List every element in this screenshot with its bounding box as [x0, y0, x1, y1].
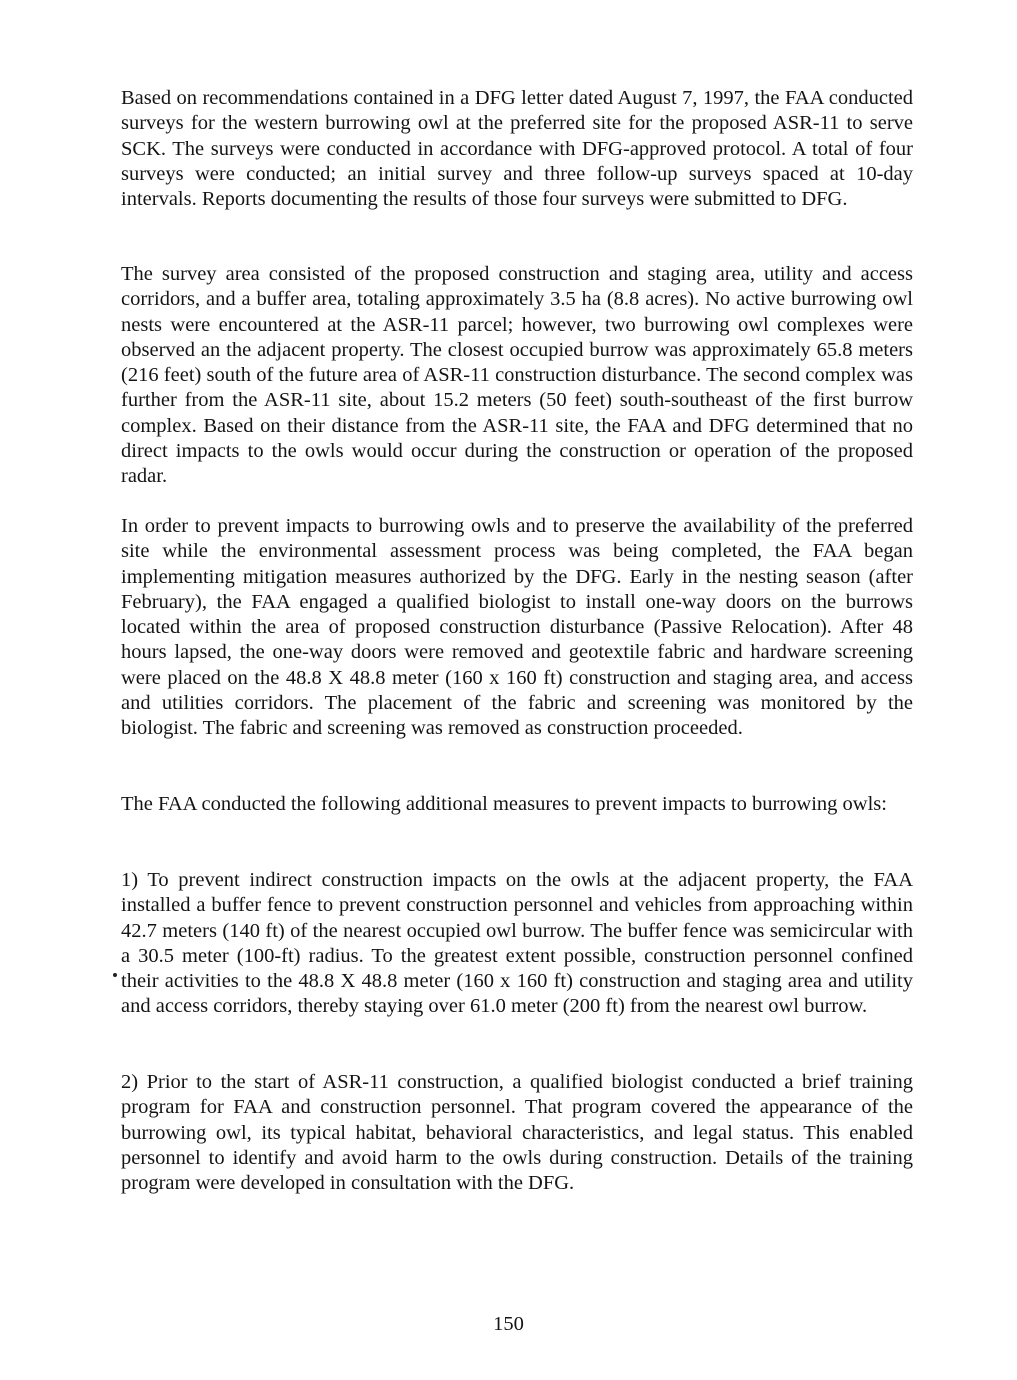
scan-speck: [113, 973, 117, 977]
list-item-training-program: 2) Prior to the start of ASR-11 construction, a qualified biologist conducted a brief training program for FAA and construction personnel. That program covered the appearance of the burrowing owl, its typical habitat, behavioral characteristics, and legal status. This enabled personnel to identify and avoid harm to the owls during construction. Details of the training program were developed in consultation with the DFG.: [121, 1071, 913, 1195]
list-item-buffer-fence: 1) To prevent indirect construction impacts on the owls at the adjacent property, the FAA installed a buffer fence to prevent construction personnel and vehicles from approaching within 42.7 meters (140 ft) of the nearest occupied owl burrow. The buffer fence was semicircular with a 30.5 meter (100-ft) radius. To the greatest extent possible, construction personnel confined their activities to the 48.8 X 48.8 meter (160 x 160 ft) construction and staging area and utility and access corridors, thereby staying over 61.0 meter (200 ft) from the nearest owl burrow.: [121, 869, 913, 1018]
paragraph-survey-background: Based on recommendations contained in a DFG letter dated August 7, 1997, the FAA conducted surveys for the western burrowing owl at the preferred site for the proposed ASR-11 to serve SCK. The surveys were conducted in accordance with DFG-approved protocol. A total of four surveys were conducted; an initial survey and three follow-up surveys spaced at 10-day intervals. Reports documenting the results of those four surveys were submitted to DFG.: [121, 87, 913, 211]
page-number: 150: [493, 1313, 524, 1335]
paragraph-survey-area: The survey area consisted of the proposed construction and staging area, utility and access corridors, and a buffer area, totaling approximately 3.5 ha (8.8 acres). No active burrowing owl nests were encountered at the ASR-11 parcel; however, two burrowing owl complexes were observed an the adjacent property. The closest occupied burrow was approximately 65.8 meters (216 feet) south of the future area of ASR-11 construction disturbance. The second complex was further from the ASR-11 site, about 15.2 meters (50 feet) south-southeast of the first burrow complex. Based on their distance from the ASR-11 site, the FAA and DFG determined that no direct impacts to the owls would occur during the construction or operation of the proposed radar.: [121, 263, 913, 488]
paragraph-mitigation-measures: In order to prevent impacts to burrowing owls and to preserve the availability of the preferred site while the environmental assessment process was being completed, the FAA began implementing mitigation measures authorized by the DFG. Early in the nesting season (after February), the FAA engaged a qualified biologist to install one-way doors on the burrows located within the area of proposed construction disturbance (Passive Relocation). After 48 hours lapsed, the one-way doors were removed and geotextile fabric and hardware screening were placed on the 48.8 X 48.8 meter (160 x 160 ft) construction and staging area, and access and utilities corridors. The placement of the fabric and screening was monitored by the biologist. The fabric and screening was removed as construction proceeded.: [121, 515, 913, 740]
paragraph-additional-measures-intro: The FAA conducted the following additional measures to prevent impacts to burrowing owls:: [121, 793, 887, 815]
